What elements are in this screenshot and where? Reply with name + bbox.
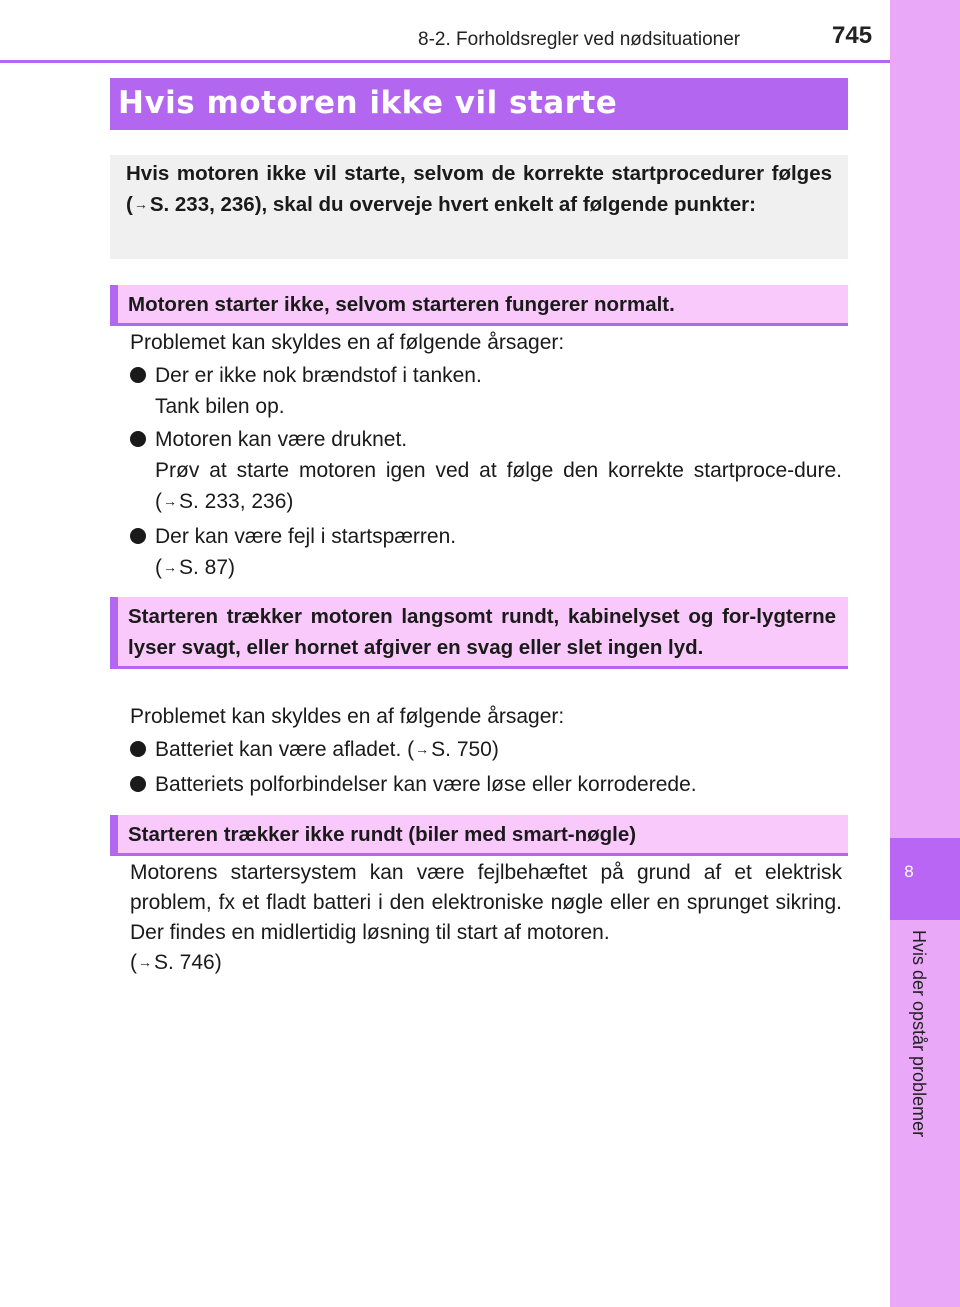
- page-number: 745: [832, 22, 873, 49]
- list-item: [130, 521, 842, 585]
- subheading-2: [110, 597, 848, 669]
- header-divider: [0, 60, 890, 63]
- bullet-icon: [130, 741, 146, 757]
- list-item: [130, 360, 842, 422]
- section-3-text: Motorens startersystem kan være fejlbehæftet på grund af et elektrisk problem, fx et fladt batteri i den elektroniske nøgle eller en sprunget sikring. Der findes en midlertidig løsning til start af motoren.: [130, 861, 842, 944]
- subheading-3-text: Starteren trækker ikke rundt (biler med smart-nøgle): [128, 823, 637, 846]
- bullet-detail: Prøv at starte motoren igen ved at følge den korrekte startproce-dure. (→S. 233, 236): [155, 459, 842, 513]
- arrow-icon: →: [415, 741, 430, 757]
- bullet-icon: [130, 528, 146, 544]
- section-1-lead: Problemet kan skyldes en af følgende årsager:: [130, 331, 565, 354]
- section-2-body: [130, 701, 842, 802]
- section-3-ref: (→S. 746): [130, 951, 222, 974]
- section-2-lead: Problemet kan skyldes en af følgende årsager:: [130, 705, 565, 728]
- bullet-text: Der kan være fejl i startspærren.: [155, 525, 457, 548]
- section-1-body: [130, 327, 842, 587]
- section-3-body: [130, 858, 842, 979]
- page-title: Hvis motoren ikke vil starte: [118, 85, 618, 121]
- subheading-1: [110, 285, 848, 326]
- chapter-number: 8: [904, 862, 914, 881]
- subheading-3: [110, 815, 848, 856]
- bullet-text: Batteriets polforbindelser kan være løse eller korroderede.: [155, 773, 697, 796]
- bullet-text: Batteriet kan være afladet. (→S. 750): [155, 738, 499, 761]
- list-item: [130, 734, 842, 767]
- subheading-1-text: Motoren starter ikke, selvom starteren fungerer normalt.: [128, 293, 675, 316]
- bullet-detail: Tank bilen op.: [155, 395, 285, 418]
- page-title-bar: [110, 78, 848, 130]
- bullet-icon: [130, 431, 146, 447]
- section-label: 8-2. Forholdsregler ved nødsituationer: [418, 29, 741, 50]
- bullet-detail: (→S. 87): [155, 556, 236, 579]
- list-item: [130, 769, 842, 800]
- chapter-label: Hvis der opstår problemer: [909, 930, 929, 1138]
- bullet-text: Der er ikke nok brændstof i tanken.: [155, 364, 482, 387]
- subheading-2-text: Starteren trækker motoren langsomt rundt, kabinelyset og for-lygterne lyser svagt, eller hornet afgiver en svag eller slet ingen lyd.: [128, 605, 836, 659]
- arrow-icon: →: [163, 493, 177, 509]
- list-item: [130, 424, 842, 519]
- bullet-text: Motoren kan være druknet.: [155, 428, 408, 451]
- bullet-icon: [130, 367, 146, 383]
- arrow-icon: →: [133, 196, 148, 212]
- intro-text: Hvis motoren ikke vil starte, selvom de korrekte startprocedurer følges (→S. 233, 236), skal du overveje hvert enkelt af følgende punkter:: [126, 162, 832, 216]
- arrow-icon: →: [163, 559, 177, 575]
- bullet-icon: [130, 776, 146, 792]
- intro-box: [110, 155, 848, 259]
- arrow-icon: →: [138, 954, 152, 970]
